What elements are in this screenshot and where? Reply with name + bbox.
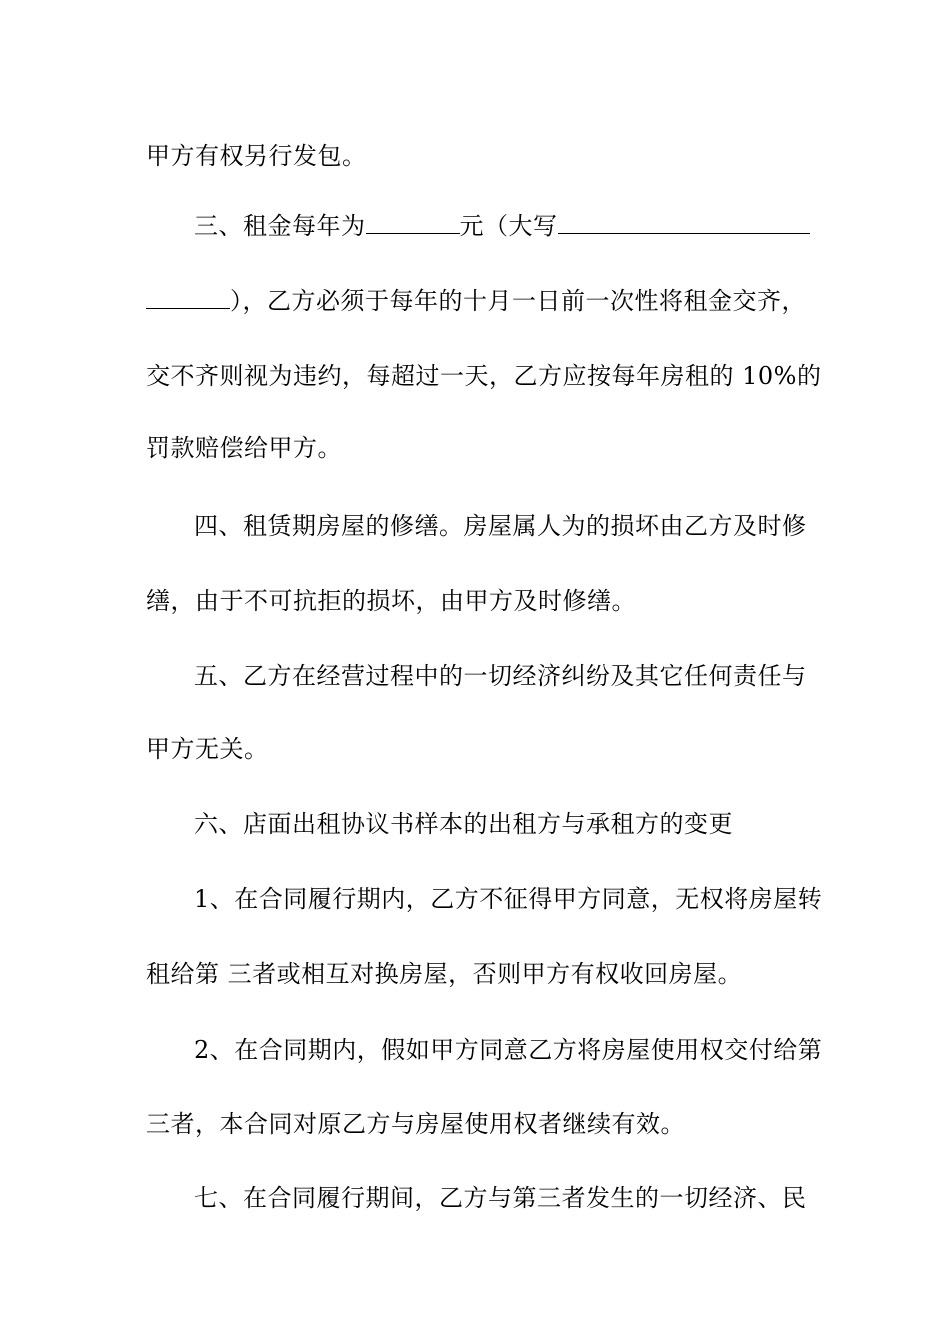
- rent-amount-uppercase-blank-continued: [146, 286, 230, 309]
- rent-amount-blank: [366, 211, 460, 234]
- text-line: 四、租赁期房屋的修缮。房屋属人为的损坏由乙方及时修: [194, 512, 807, 540]
- text-line: 甲方有权另行发包。: [146, 142, 367, 170]
- text-line: 租给第 三者或相互对换房屋，否则甲方有权收回房屋。: [146, 960, 743, 988]
- text-line: 甲方无关。: [146, 735, 269, 763]
- text-line: 缮，由于不可抗拒的损坏，由甲方及时修缮。: [146, 587, 636, 615]
- text-line-rent-amount: 三、租金每年为 元（大写: [194, 210, 874, 242]
- text-line: 2、在合同期内，假如甲方同意乙方将房屋使用权交付给第: [194, 1036, 823, 1064]
- text-line: 五、乙方在经营过程中的一切经济纠纷及其它任何责任与: [194, 662, 807, 690]
- text-line: 罚款赔偿给甲方。: [146, 434, 342, 462]
- text-line: 七、在合同履行期间，乙方与第三者发生的一切经济、民: [194, 1184, 807, 1212]
- text-line: 三者，本合同对原乙方与房屋使用权者继续有效。: [146, 1110, 685, 1138]
- text-line: 1、在合同履行期内，乙方不征得甲方同意，无权将房屋转: [194, 885, 823, 913]
- rent-amount-uppercase-blank: [558, 211, 810, 234]
- text-line: 交不齐则视为违约，每超过一天，乙方应按每年房租的 10%的: [146, 362, 822, 390]
- section-heading: 六、店面出租协议书样本的出租方与承租方的变更: [194, 810, 733, 838]
- text-line: ），乙方必须于每年的十月一日前一次性将租金交齐，: [146, 285, 826, 317]
